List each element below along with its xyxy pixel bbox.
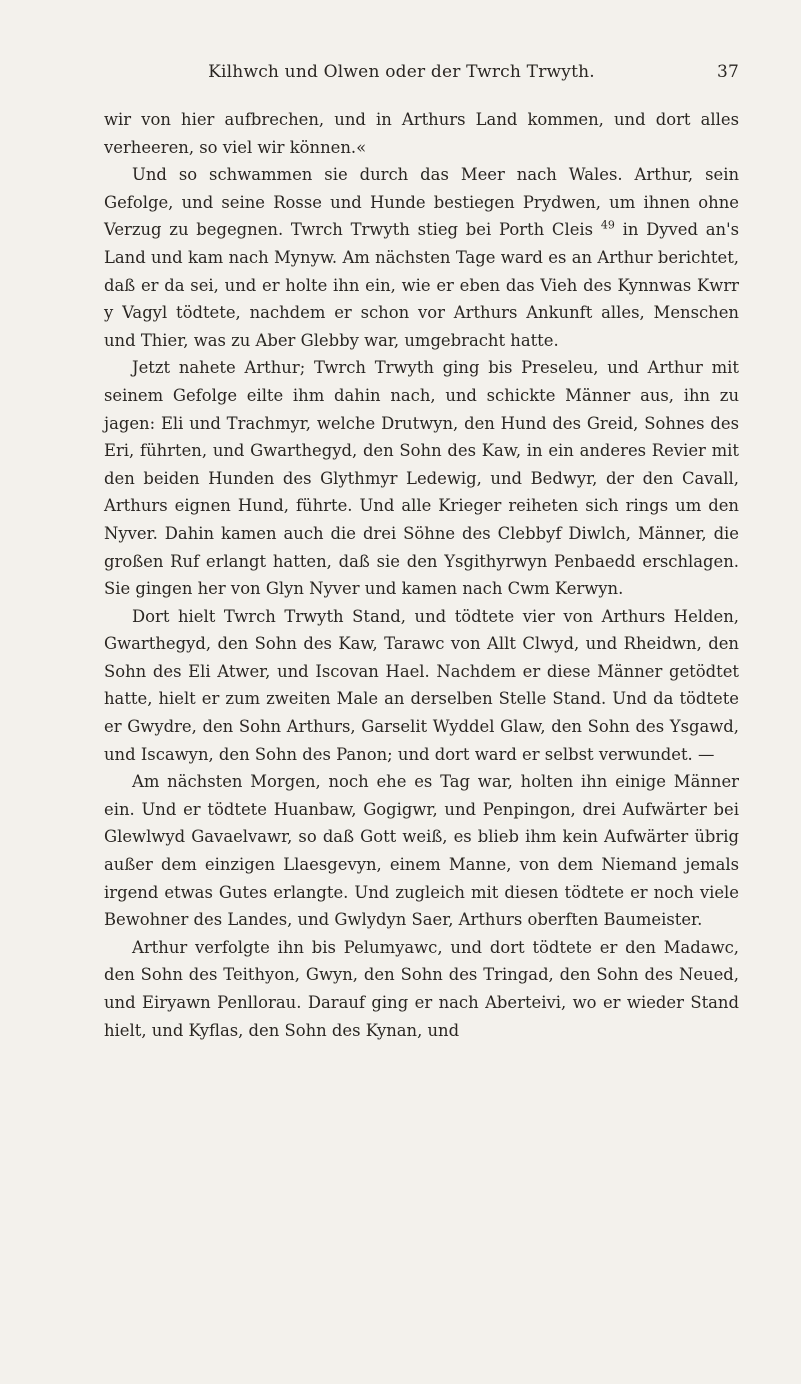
footnote-marker: 49: [600, 218, 615, 232]
paragraph-5: Am nächsten Morgen, noch ehe es Tag war, holten ihn einige Männer ein. Und er tödtete Huanbaw, Gogigwr, und Penpingon, drei Aufwärter bei Glewlwyd Gavaelvawr, so daß Gott weiß, es blieb ihm kein Aufwärter übrig außer dem einzigen Llaesgevyn, einem Manne, von dem Niemand jemals irgend etwas Gutes erlangte. Und zugleich mit diesen tödtete er noch viele Bewohner des Landes, und Gwlydyn Saer, Arthurs oberften Baumeister.: [104, 772, 739, 930]
body-text: [104, 106, 739, 1044]
page-number: 37: [716, 62, 739, 82]
paragraph-6: Arthur verfolgte ihn bis Pelumyawc, und dort tödtete er den Madawc, den Sohn des Teithyon, Gwyn, den Sohn des Tringad, den Sohn des Neued, und Eiryawn Penllorau. Darauf ging er nach Aberteivi, wo er wieder Stand hielt, und Kyflas, den Sohn des Kynan, und: [104, 937, 739, 1040]
paragraph-2-text: Und so schwammen sie durch das Meer nach Wales. Arthur, sein Gefolge, und seine Rosse und Hunde bestiegen Prydwen, um ihnen ohne Verzug zu begegnen. Twrch Trwyth stieg bei Porth Cleis $^{49}$ in Dyved an's Land und kam nach Mynyw. Am nächsten Tage ward es an Arthur berichtet, daß er da sei, und er holte ihn ein, wie er eben das Vieh des Kynnwas Kwrr y Vagyl tödtete, nachdem er schon vor Arthurs Ankunft alles, Menschen und Thier, was zu Aber Glebby war, umgebracht hatte.: [104, 165, 739, 350]
page-header: [104, 62, 739, 92]
paragraph-2: [104, 161, 739, 354]
paragraph-1: wir von hier aufbrechen, und in Arthurs Land kommen, und dort alles verheeren, so viel wir können.«: [104, 110, 739, 157]
paragraph-3: Jetzt nahete Arthur; Twrch Trwyth ging bis Preseleu, und Arthur mit seinem Gefolge eilte ihm dahin nach, und schickte Männer aus, ihn zu jagen: Eli und Trachmyr, welche Drutwyn, den Hund des Greid, Sohnes des Eri, führten, und Gwarthegyd, den Sohn des Kaw, in ein anderes Revier mit den beiden Hunden des Glythmyr Ledewig, und Bedwyr, der den Cavall, Arthurs eignen Hund, führte. Und alle Krieger reiheten sich rings um den Nyver. Dahin kamen auch die drei Söhne des Clebbyf Diwlch, Männer, die großen Ruf erlangt hatten, daß sie den Ysgithyrwyn Penbaedd erschlagen. Sie gingen her von Glyn Nyver und kamen nach Cwm Kerwyn.: [104, 358, 739, 599]
running-head: Kilhwch und Olwen oder der Twrch Trwyth.: [208, 62, 595, 82]
paragraph-4: Dort hielt Twrch Trwyth Stand, und tödtete vier von Arthurs Helden, Gwarthegyd, den Sohn des Kaw, Tarawc von Allt Clwyd, und Rheidwn, den Sohn des Eli Atwer, und Iscovan Hael. Nachdem er diese Männer getödtet hatte, hielt er zum zweiten Male an derselben Stelle Stand. Und da tödtete er Gwydre, den Sohn Arthurs, Garselit Wyddel Glaw, den Sohn des Ysgawd, und Iscawyn, den Sohn des Panon; und dort ward er selbst verwundet. —: [104, 606, 739, 764]
